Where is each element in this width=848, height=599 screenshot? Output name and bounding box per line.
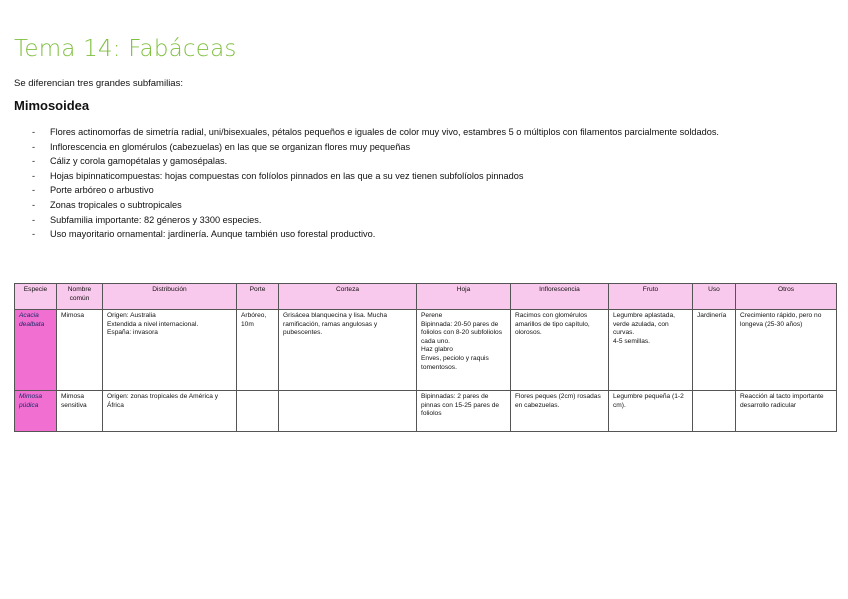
table-header-row: [15, 284, 837, 310]
dash-bullet-icon: -: [32, 199, 36, 210]
dash-bullet-icon: -: [32, 170, 36, 181]
cell-nombre: Mimosa sensitiva: [57, 391, 103, 432]
cell-fruto: Legumbre aplastada, verde azulada, con curvas. 4-5 semillas.: [609, 310, 693, 391]
subfamily-heading: Mimosoidea: [14, 98, 90, 113]
cell-especie: Mimosa púdica: [15, 391, 57, 432]
header-uso: Uso: [693, 284, 736, 310]
intro-text: Se diferencian tres grandes subfamilias:: [14, 78, 183, 89]
list-item: - Uso mayoritario ornamental: jardinería. Aunque también uso forestal productivo.: [32, 227, 719, 242]
dash-bullet-icon: -: [32, 185, 36, 196]
cell-inflorescencia: Racimos con glomérulos amarillos de tipo capítulo, olorosos.: [511, 310, 609, 391]
header-porte: Porte: [237, 284, 279, 310]
cell-otros: Crecimiento rápido, pero no longeva (25-30 años): [736, 310, 837, 391]
cell-hoja: Perene Bipinnada: 20-50 pares de foliolos con 8-20 subfoliolos cada uno. Haz glabro Enves, peciolo y raquis tomentosos.: [417, 310, 511, 391]
cell-nombre: Mimosa: [57, 310, 103, 391]
dash-bullet-icon: -: [32, 229, 36, 240]
cell-corteza: [279, 391, 417, 432]
dash-bullet-icon: -: [32, 127, 36, 137]
header-especie: Especie: [15, 284, 57, 310]
list-item: - Hojas bipinnaticompuestas: hojas compuestas con folíolos pinnados en las que a su vez tienen subfolíolos pinnados: [32, 169, 719, 184]
list-item: - Inflorescencia en glomérulos (cabezuelas) en las que se organizan flores muy pequeñas: [32, 140, 719, 155]
list-item: - Cáliz y corola gamopétalas y gamosépalas.: [32, 154, 719, 169]
cell-fruto: Legumbre pequeña (1-2 cm).: [609, 391, 693, 432]
header-otros: Otros: [736, 284, 837, 310]
cell-especie: Acacia dealbata: [15, 310, 57, 391]
cell-uso: Jardinería: [693, 310, 736, 391]
header-nombre-comun: Nombre común: [57, 284, 103, 310]
dash-bullet-icon: -: [32, 141, 36, 152]
dash-bullet-icon: -: [32, 214, 36, 225]
header-distribucion: Distribución: [103, 284, 237, 310]
header-inflorescencia: Inflorescencia: [511, 284, 609, 310]
list-item: - Subfamilia importante: 82 géneros y 3300 especies.: [32, 213, 719, 228]
characteristics-list: [32, 125, 719, 242]
cell-porte: Arbóreo, 10m: [237, 310, 279, 391]
cell-uso: [693, 391, 736, 432]
list-item: - Flores actinomorfas de simetría radial, uni/bisexuales, pétalos pequeños e iguales de color muy vivo, estambres 5 o múltiplos con filamentos parcialmente soldados.: [32, 125, 719, 140]
cell-porte: [237, 391, 279, 432]
cell-distribucion: Origen: Australia Extendida a nivel internacional. España: invasora: [103, 310, 237, 391]
list-item: - Zonas tropicales o subtropicales: [32, 198, 719, 213]
cell-distribucion: Origen: zonas tropicales de América y África: [103, 391, 237, 432]
table-row: [15, 310, 837, 391]
cell-otros: Reacción al tacto importante desarrollo radicular: [736, 391, 837, 432]
page-title: Tema 14: Fabáceas: [14, 36, 237, 62]
cell-inflorescencia: Flores peques (2cm) rosadas en cabezuelas.: [511, 391, 609, 432]
header-fruto: Fruto: [609, 284, 693, 310]
species-table: [14, 283, 837, 432]
cell-hoja: Bipinnadas: 2 pares de pinnas con 15-25 pares de foliolos: [417, 391, 511, 432]
dash-bullet-icon: -: [32, 156, 36, 167]
cell-corteza: Grisácea blanquecina y lisa. Mucha ramificación, ramas angulosas y pubescentes.: [279, 310, 417, 391]
table-row: [15, 391, 837, 432]
header-corteza: Corteza: [279, 284, 417, 310]
list-item: - Porte arbóreo o arbustivo: [32, 183, 719, 198]
header-hoja: Hoja: [417, 284, 511, 310]
